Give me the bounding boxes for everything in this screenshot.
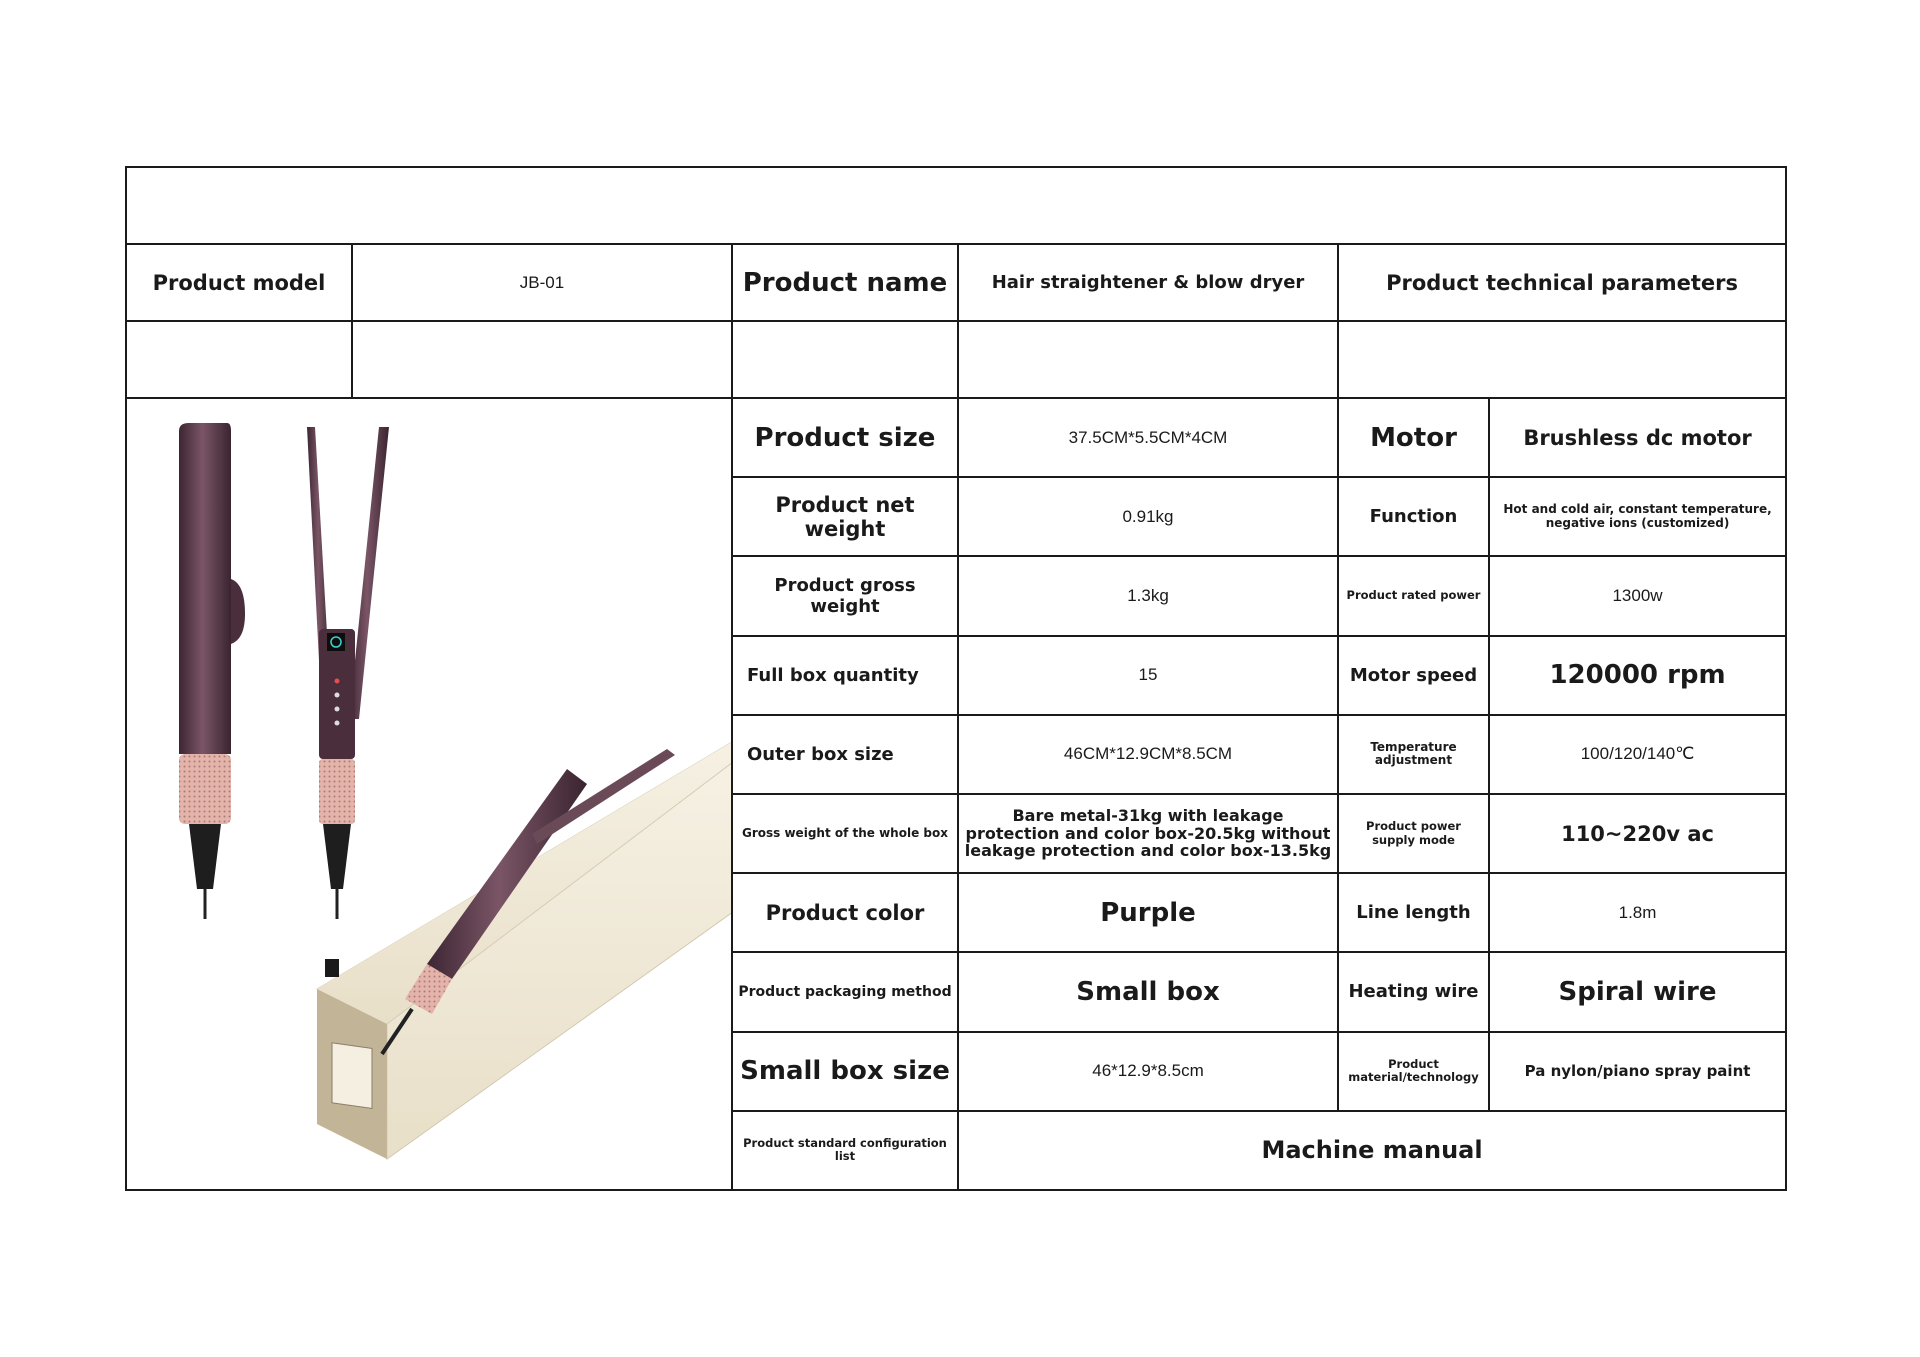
spec-table	[125, 166, 1787, 1191]
gross-weight-value: 1.3kg	[958, 556, 1338, 635]
power-supply-value: 110~220v ac	[1489, 794, 1786, 873]
rated-power-value: 1300w	[1489, 556, 1786, 635]
empty-cell	[352, 321, 732, 398]
spec-sheet	[125, 166, 1785, 1190]
product-name-value: Hair straightener & blow dryer	[958, 244, 1338, 321]
gross-weight-label: Product gross weight	[732, 556, 958, 635]
hair-straightener-product-photo	[127, 399, 731, 1189]
function-value: Hot and cold air, constant temperature, negative ions (customized)	[1489, 477, 1786, 556]
motor-speed-value: 120000 rpm	[1489, 636, 1786, 715]
config-list-value: Machine manual	[958, 1111, 1786, 1190]
outer-box-value: 46CM*12.9CM*8.5CM	[958, 715, 1338, 794]
tech-params-label: Product technical parameters	[1338, 244, 1786, 321]
whole-box-weight-label: Gross weight of the whole box	[732, 794, 958, 873]
product-model-label: Product model	[126, 244, 352, 321]
motor-label: Motor	[1338, 398, 1489, 477]
title-row	[126, 167, 1786, 244]
heating-wire-value: Spiral wire	[1489, 952, 1786, 1031]
empty-cell	[958, 321, 1338, 398]
net-weight-label: Product net weight	[732, 477, 958, 556]
whole-box-weight-value: Bare metal-31kg with leakage protection and color box-20.5kg without leakage protection and color box-13.5kg	[958, 794, 1338, 873]
line-length-value: 1.8m	[1489, 873, 1786, 952]
function-label: Function	[1338, 477, 1489, 556]
power-supply-label: Product power supply mode	[1338, 794, 1489, 873]
small-box-label: Small box size	[732, 1032, 958, 1111]
packaging-label: Product packaging method	[732, 952, 958, 1031]
outer-box-label: Outer box size	[732, 715, 958, 794]
product-size-label: Product size	[732, 398, 958, 477]
packaging-value: Small box	[958, 952, 1338, 1031]
motor-speed-label: Motor speed	[1338, 636, 1489, 715]
rated-power-label: Product rated power	[1338, 556, 1489, 635]
temp-adjustment-label: Temperature adjustment	[1338, 715, 1489, 794]
config-list-label: Product standard configuration list	[732, 1111, 958, 1190]
product-color-label: Product color	[732, 873, 958, 952]
material-value: Pa nylon/piano spray paint	[1489, 1032, 1786, 1111]
material-label: Product material/technology	[1338, 1032, 1489, 1111]
product-color-value: Purple	[958, 873, 1338, 952]
small-box-value: 46*12.9*8.5cm	[958, 1032, 1338, 1111]
empty-cell	[1338, 321, 1786, 398]
product-size-value: 37.5CM*5.5CM*4CM	[958, 398, 1338, 477]
box-quantity-label: Full box quantity	[732, 636, 958, 715]
product-model-value: JB-01	[352, 244, 732, 321]
motor-value: Brushless dc motor	[1489, 398, 1786, 477]
line-length-label: Line length	[1338, 873, 1489, 952]
product-name-label: Product name	[732, 244, 958, 321]
net-weight-value: 0.91kg	[958, 477, 1338, 556]
empty-cell	[732, 321, 958, 398]
product-image-cell	[126, 398, 732, 1190]
temp-adjustment-value: 100/120/140℃	[1489, 715, 1786, 794]
box-quantity-value: 15	[958, 636, 1338, 715]
empty-cell	[126, 321, 352, 398]
heating-wire-label: Heating wire	[1338, 952, 1489, 1031]
